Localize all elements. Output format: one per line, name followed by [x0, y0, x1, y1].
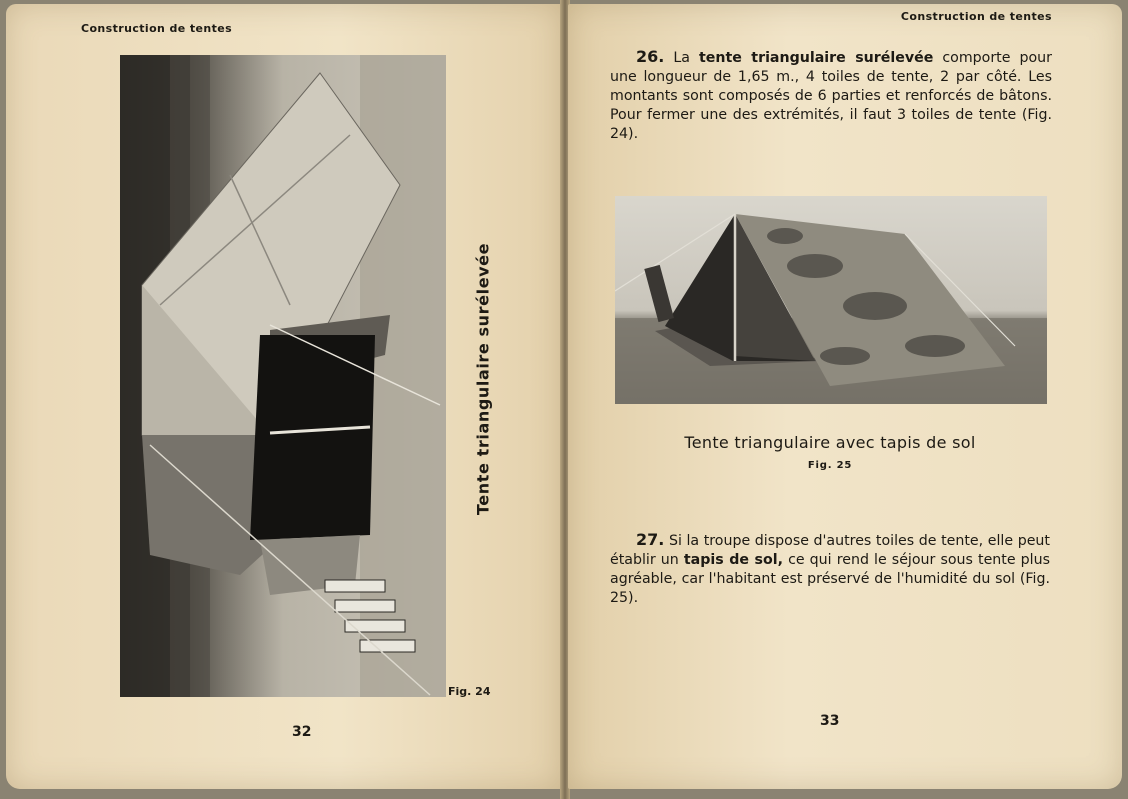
figure-25-caption: Tente triangulaire avec tapis de sol: [684, 433, 976, 452]
paragraph-26-text: comporte pour une longueur de 1,65 m., 4 toiles de tente, 2 par côté. Les montants sont composés de 6 parties et renforcés de bâtons. Pour fermer une des extrémités, il faut 3 toiles de tente (Fig. 24).: [610, 50, 1052, 142]
page-number-left: 32: [292, 724, 312, 740]
figure-24-label: Fig. 24: [448, 685, 491, 698]
page-number-right: 33: [820, 713, 840, 729]
figure-24-caption: Tente triangulaire surélevée: [473, 242, 493, 516]
paragraph-27-text-before: Si la troupe dispose d'autres toiles de tente, elle peut établir un: [610, 533, 1050, 568]
paragraph-27-number: 27.: [636, 530, 665, 549]
tent-photo-rotated: [120, 55, 446, 697]
figure-25-label: Fig. 25: [807, 460, 853, 471]
figure-25-photo: [615, 196, 1047, 404]
running-head-right: Construction de tentes: [900, 10, 1052, 23]
tent-with-groundsheet-photo: [615, 196, 1047, 404]
running-head-left: Construction de tentes: [81, 22, 233, 35]
paragraph-27-text-after: ce qui rend le séjour sous tente plus agréable, car l'habitant est préservé de l'humidité du sol (Fig. 25).: [610, 552, 1051, 606]
paragraph-26-intro: La: [673, 50, 690, 66]
paragraph-26: [610, 47, 1052, 144]
paragraph-26-number: 26.: [636, 47, 665, 66]
paragraph-26-term: tente triangulaire surélevée: [698, 50, 934, 66]
left-page: [6, 4, 562, 789]
paragraph-27: [610, 530, 1050, 608]
paragraph-27-term: tapis de sol,: [683, 552, 783, 568]
right-page: [568, 4, 1122, 789]
figure-24-photo: [120, 55, 446, 697]
